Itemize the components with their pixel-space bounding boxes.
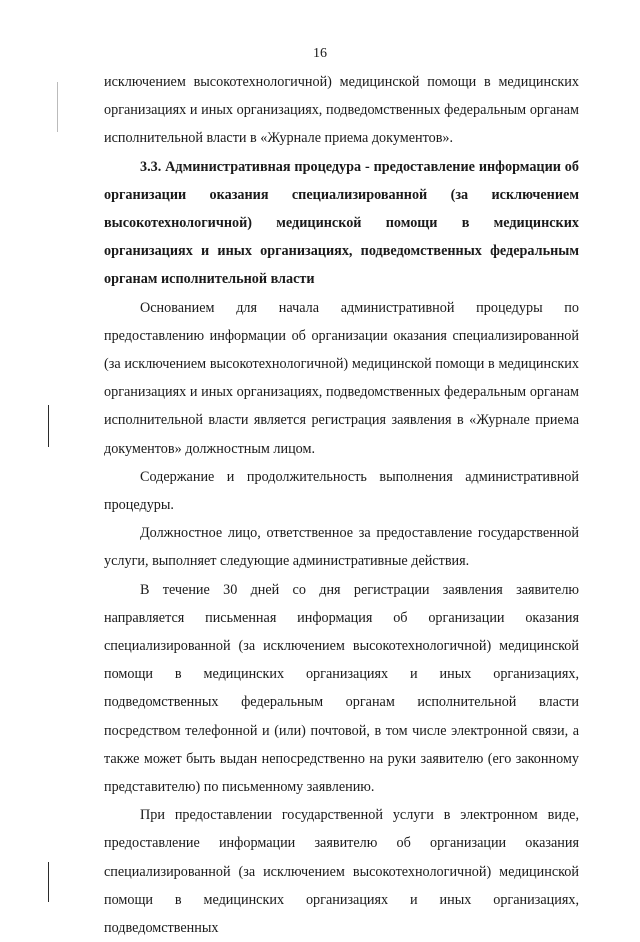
paragraph: При предоставлении государственной услуги в электронном виде, предоставление информации заявителю об организации оказания специализированной (за исключением высокотехнологичной) медицинской помощи в медицинских организациях и иных организациях, подведомственных bbox=[104, 807, 579, 937]
page-number: 16 bbox=[313, 46, 327, 61]
paragraph-continuation: исключением высокотехнологичной) медицинской помощи в медицинских организациях и иных организациях, подведомственных федеральным органам исполнительной власти в «Журнале приема документов». bbox=[104, 74, 579, 147]
scan-margin-mark bbox=[48, 405, 49, 447]
paragraph: Содержание и продолжительность выполнения административной процедуры. bbox=[104, 468, 579, 514]
scan-margin-mark bbox=[48, 862, 49, 902]
paragraph: Основанием для начала административной процедуры по предоставлению информации об организации оказания специализированной (за исключением высокотехнологичной) медицинской помощи в медицинских организациях и иных организациях, подведомственных федеральным органам исполнительной власти является регистрация заявления в «Журнале приема документов» должностным лицом. bbox=[104, 299, 579, 457]
paragraph: В течение 30 дней со дня регистрации заявления заявителю направляется письменная информация об организации оказания специализированной (за исключением высокотехнологичной) медицинской помощи в медицинских организациях и иных организациях, подведомственных федеральным органам исполнительной власти посредством телефонной и (или) почтовой, в том числе электронной связи, а также может быть выдан непосредственно на руки заявителю (его законному представителю) по письменному заявлению. bbox=[104, 581, 579, 796]
section-heading: 3.3. Административная процедура - предоставление информации об организации оказания специализированной (за исключением высокотехнологичной) медицинской помощи в медицинских организациях и иных организациях, подведомственных федеральным органам исполнительной власти bbox=[104, 158, 579, 288]
document-body bbox=[104, 68, 579, 942]
scan-dots bbox=[57, 82, 58, 132]
paragraph: Должностное лицо, ответственное за предоставление государственной услуги, выполняет следующие административные действия. bbox=[104, 525, 579, 570]
